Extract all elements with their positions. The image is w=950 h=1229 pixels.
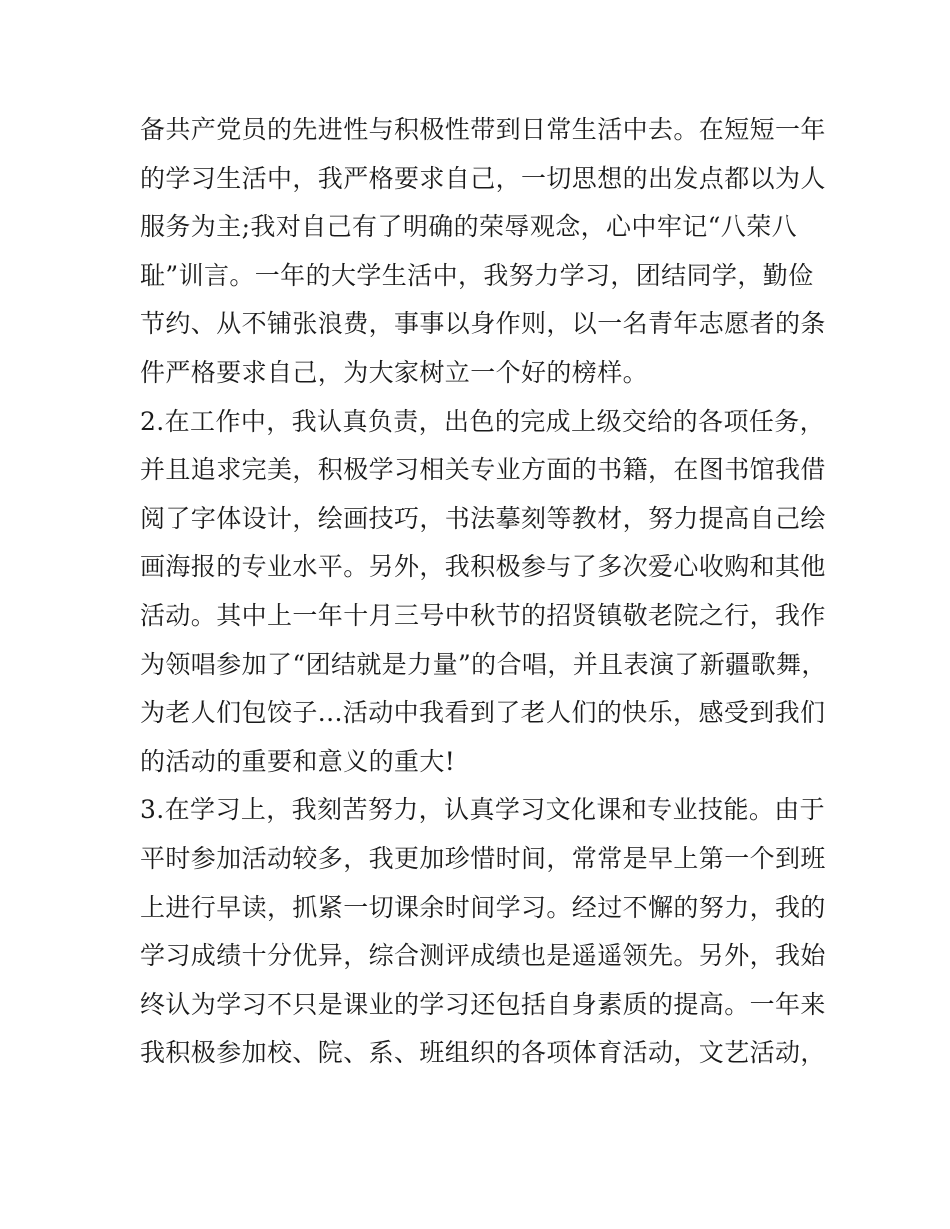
text-line: 3.在学习上，我刻苦努力，认真学习文化课和专业技能。由于 bbox=[140, 795, 826, 825]
text-line: 阅了字体设计，绘画技巧，书法摹刻等教材，努力提高自己绘 bbox=[140, 503, 826, 533]
text-line: 2.在工作中，我认真负责，出色的完成上级交给的各项任务， bbox=[140, 406, 826, 436]
text-line: 的学习生活中，我严格要求自己，一切思想的出发点都以为人 bbox=[140, 163, 826, 193]
text-line: 终认为学习不只是课业的学习还包括自身素质的提高。一年来 bbox=[140, 989, 826, 1019]
text-line: 耻”训言。一年的大学生活中，我努力学习，团结同学，勤俭 bbox=[140, 260, 814, 290]
document-body bbox=[140, 106, 830, 1078]
text-line: 为老人们包饺子...活动中我看到了老人们的快乐，感受到我们 bbox=[140, 698, 826, 728]
text-line: 备共产党员的先进性与积极性带到日常生活中去。在短短一年 bbox=[140, 115, 826, 144]
text-line: 活动。其中上一年十月三号中秋节的招贤镇敬老院之行，我作 bbox=[140, 600, 826, 630]
text-line: 平时参加活动较多，我更加珍惜时间，常常是早上第一个到班 bbox=[140, 843, 826, 873]
text-line: 画海报的专业水平。另外，我积极参与了多次爱心收购和其他 bbox=[140, 552, 826, 582]
text-line: 件严格要求自己，为大家树立一个好的榜样。 bbox=[140, 357, 649, 387]
text-line: 为领唱参加了“团结就是力量”的合唱，并且表演了新疆歌舞， bbox=[140, 649, 827, 679]
text-line: 服务为主;我对自己有了明确的荣辱观念，心中牢记“八荣八 bbox=[140, 212, 798, 242]
text-line: 的活动的重要和意义的重大! bbox=[140, 746, 456, 776]
text-line: 上进行早读，抓紧一切课余时间学习。经过不懈的努力，我的 bbox=[140, 892, 826, 922]
text-line: 节约、从不铺张浪费，事事以身作则，以一名青年志愿者的条 bbox=[140, 309, 826, 339]
text-line: 学习成绩十分优异，综合测评成绩也是遥遥领先。另外，我始 bbox=[140, 941, 826, 971]
text-line: 并且追求完美，积极学习相关专业方面的书籍，在图书馆我借 bbox=[140, 455, 826, 485]
text-line: 我积极参加校、院、系、班组织的各项体育活动，文艺活动， bbox=[140, 1038, 826, 1068]
